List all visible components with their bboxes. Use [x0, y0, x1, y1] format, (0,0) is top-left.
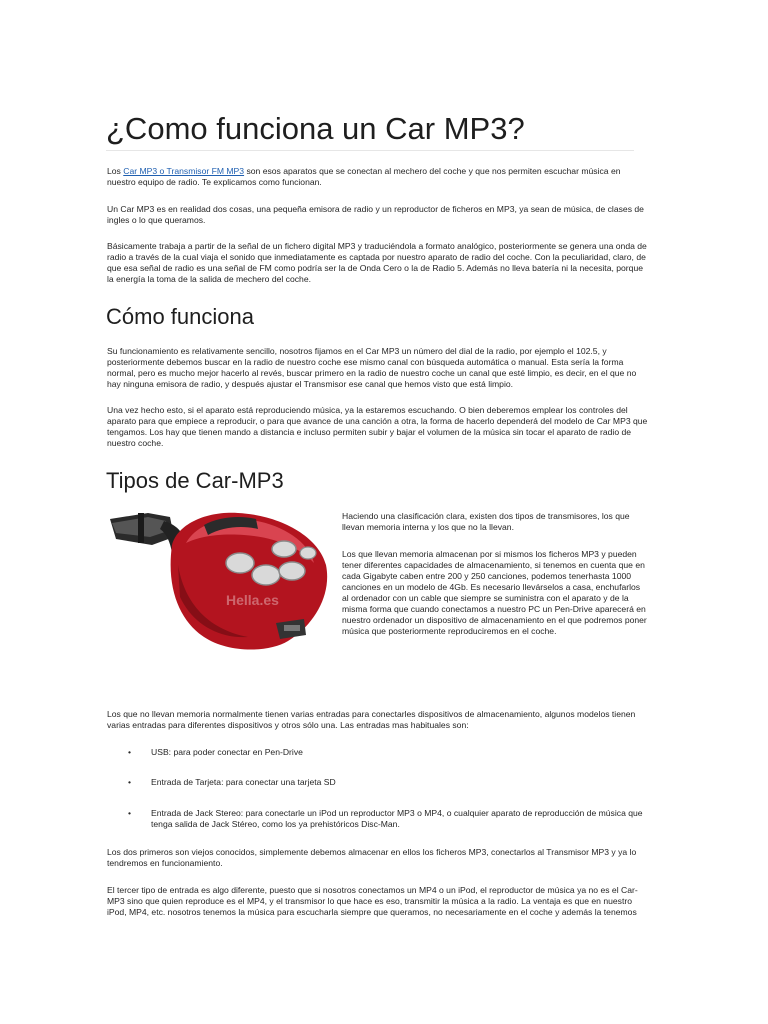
paragraph-line: Básicamente trabaja a partir de la señal de un fichero digital MP3 y traduciéndola a formato analógico, posteriormente se genera una onda de [107, 241, 647, 251]
paragraph-7 [107, 847, 667, 869]
bullet-dot: • [128, 808, 132, 818]
heading-como-funciona: Cómo funciona [106, 304, 254, 329]
car-mp3-device-image [108, 505, 334, 655]
intro-paragraph [107, 166, 667, 188]
paragraph-line: música que posteriormente reproduciremos en el coche. [342, 626, 557, 636]
paragraph-line: tenga salida de Jack Stéreo, como los ya prehistóricos Disc-Man. [151, 819, 400, 829]
paragraph-line: radio a través de la cual viaja el sonido que inmediatamente es captada por nuestro aparato de radio del coche. Con la peculiaridad, claro, de [107, 252, 646, 262]
paragraph-2 [107, 204, 667, 226]
car-mp3-link[interactable]: Car MP3 o Transmisor FM MP3 [123, 166, 245, 176]
paragraph-line: cada Gigabyte caben entre 200 y 250 canciones, podemos tenerhasta 1000 [342, 571, 632, 581]
paragraph-line: Los dos primeros son viejos conocidos, simplemente debemos almacenar en ellos los ficheros MP3, conectarlos al Transmisor MP3 y ya lo [107, 847, 637, 857]
paragraph-line: al ordenador con un cable que siempre se suministra con el aparato y de la [342, 593, 629, 603]
paragraph-line: nuestro ordenador un dispositivo de almacenamiento en el que podremos poner [342, 615, 647, 625]
paragraph-line: Su funcionamiento es relativamente sencillo, nosotros fijamos en el Car MP3 un número del dial de la radio, por ejemplo el 102.5, y [107, 346, 607, 356]
paragraph-line: Los que no llevan memoria normalmente tienen varias entradas para conectarles dispositivos de almacenamiento, algunos modelos tienen [107, 709, 636, 719]
paragraph-line: Los que llevan memoria almacenan por si mismos los ficheros MP3 y pueden [342, 549, 637, 559]
paragraph-line: normal, pero es mucho mejor hacerlo al revés, buscar primero en la radio de nuestro coche un canal que esté limpio, es decir, en el que no [107, 368, 637, 378]
paragraph-line: la energía la toma de la salida de mechero del coche. [107, 274, 311, 284]
paragraph-line: iPod, MP4, etc. nosotros tenemos la música para escucharla siempre que queramos, no necesariamente en el coche y además la tenemos [107, 907, 637, 917]
paragraph-line: canciones en un modelo de 4Gb. Es necesario llevárselos a casa, enchufarlos [342, 582, 641, 592]
list-item-text [151, 808, 671, 830]
intro-pre: Los [107, 166, 124, 176]
page-title: ¿Como funciona un Car MP3? [106, 110, 634, 151]
intro-line-2: nuestro equipo de radio. Te explicamos como funcionan. [107, 177, 322, 187]
bullet-dot: • [128, 777, 132, 787]
paragraph-line: tendremos en funcionamiento. [107, 858, 223, 868]
paragraph-line: Una vez hecho esto, si el aparato está reproduciendo música, ya la estaremos escuchando. O bien deberemos emplear los controles del [107, 405, 628, 415]
side-paragraph-2 [342, 549, 660, 637]
image-watermark: Hella.es [226, 592, 279, 608]
paragraph-4 [107, 346, 667, 390]
paragraph-line: tengamos. Los hay que tienen mando a distancia e incluso permiten subir y bajar el volumen de la música sin tocar el aparato de radio de [107, 427, 632, 437]
paragraph-line: que esa señal de radio es una señal de FM como podría ser la de Onda Cero o la de Radio 5. Además no lleva batería ni la necesita, porque [107, 263, 644, 273]
paragraph-line: tener diferentes capacidades de almacenamiento, si tenemos en cuenta que en [342, 560, 645, 570]
paragraph-3 [107, 241, 667, 285]
list-item-text: Entrada de Tarjeta: para conectar una tarjeta SD [151, 777, 336, 787]
paragraph-line: posteriormente debemos buscar en la radio de nuestro coche ese mismo canal con búsqueda automática o manual. Esta sería la forma [107, 357, 624, 367]
paragraph-line: aparato para que empiece a reproducir, o para que avance de una canción a otra, la forma de hacerlo dependerá del modelo de Car MP3 que [107, 416, 648, 426]
paragraph-line: llevan memoria interna y los que no la llevan. [342, 522, 514, 532]
paragraph-line: nuestro coche. [107, 438, 164, 448]
paragraph-8 [107, 885, 667, 918]
heading-tipos: Tipos de Car-MP3 [106, 468, 284, 493]
side-paragraph-1 [342, 511, 660, 533]
paragraph-line: varias entradas para diferentes dispositivos y otros sólo una. Las entradas mas habituales son: [107, 720, 469, 730]
paragraph-5 [107, 405, 667, 449]
paragraph-line: Entrada de Jack Stereo: para conectarle un iPod un reproductor MP3 o MP4, o cualquier aparato de reproducción de música que [151, 808, 643, 818]
list-item-text: USB: para poder conectar en Pen-Drive [151, 747, 303, 757]
paragraph-line: misma forma que cuando conectamos a nuestro PC un Pen-Drive aparecerá en [342, 604, 646, 614]
paragraph-line: ingles o lo que queramos. [107, 215, 206, 225]
paragraph-line: MP3 sino que quien reproduce es el MP4, y el transmisor lo que hace es eso, transmitir la música a la radio. La ventaja es que en nuestro [107, 896, 632, 906]
paragraph-line: Haciendo una clasificación clara, existen dos tipos de transmisores, los que [342, 511, 630, 521]
paragraph-line: El tercer tipo de entrada es algo diferente, puesto que si nosotros conectamos un MP4 o un iPod, el reproductor de música ya no es el Car- [107, 885, 638, 895]
intro-rest: son esos aparatos que se conectan al mechero del coche y que nos permiten escuchar música en [244, 166, 621, 176]
paragraph-line: hay ninguna emisora de radio, y después ajustar el Transmisor ese canal que hemos visto que está limpio. [107, 379, 514, 389]
paragraph-line: Un Car MP3 es en realidad dos cosas, una pequeña emisora de radio y un reproductor de ficheros en MP3, ya sean de música, de clases de [107, 204, 644, 214]
bullet-dot: • [128, 747, 132, 757]
paragraph-6 [107, 709, 667, 731]
